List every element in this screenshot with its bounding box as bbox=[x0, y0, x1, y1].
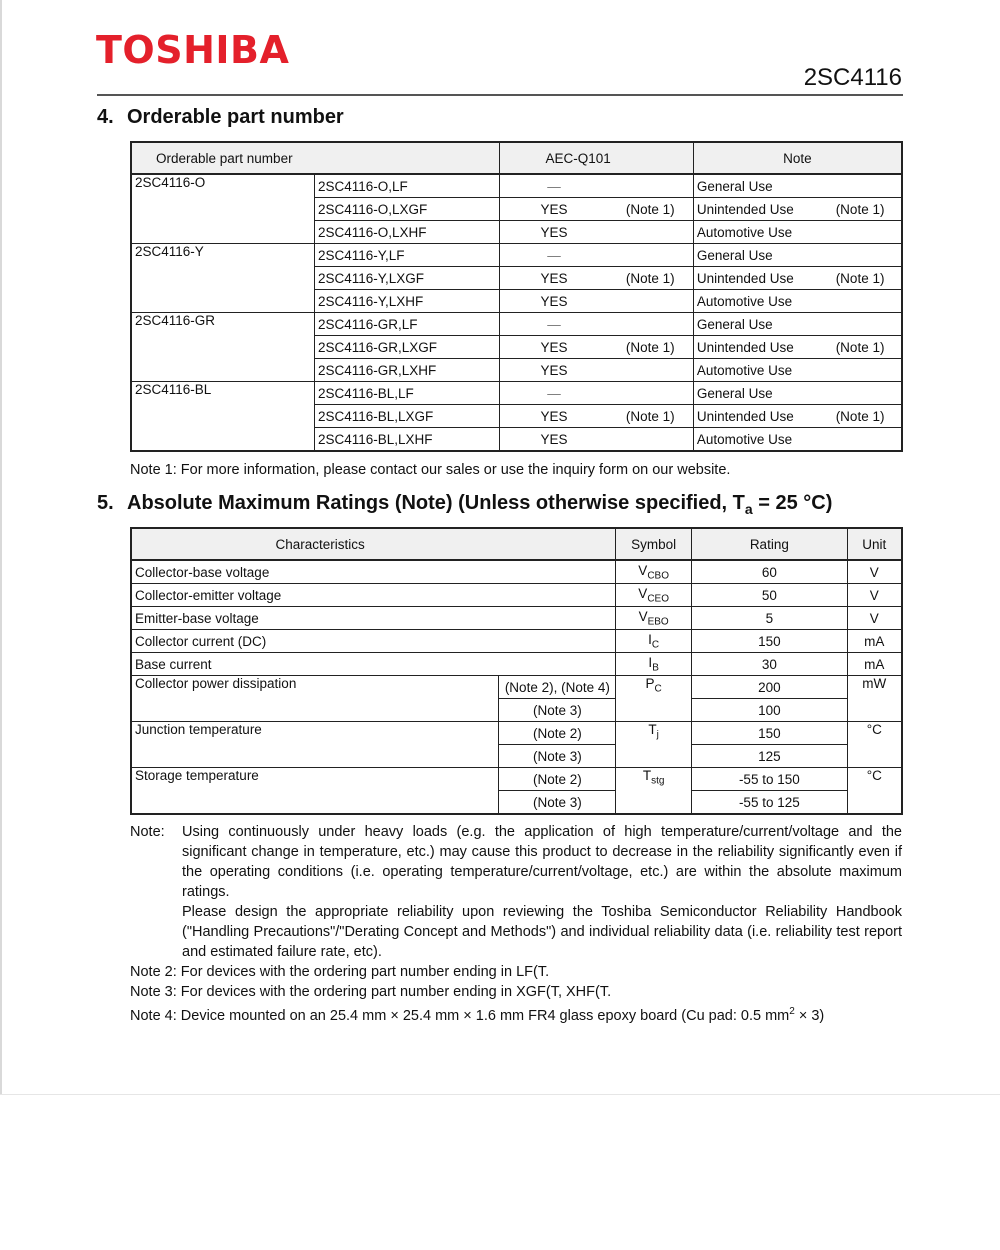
note-paragraph-2: Please design the appropriate reliability upon reviewing the Toshiba Semiconductor Reliability Handbook ("Handling Precautions"/"Derating Concept and Methods") and individual reliability data (i.e. reliability test report and estimated failure rate, etc). bbox=[182, 904, 902, 960]
characteristic: Collector current (DC) bbox=[131, 630, 616, 653]
use-note: General Use bbox=[693, 174, 819, 198]
characteristic: Base current bbox=[131, 653, 616, 676]
note4-pre: Note 4: Device mounted on an 25.4 mm × 25.4 mm × 1.6 mm FR4 glass epoxy board (Cu pad: 0.5 mm bbox=[130, 1007, 790, 1024]
characteristic: Collector-base voltage bbox=[131, 560, 616, 584]
aec-q101-value: — bbox=[500, 313, 608, 336]
rating-value: 60 bbox=[692, 560, 847, 584]
use-note: Automotive Use bbox=[693, 290, 819, 313]
base-part-number: 2SC4116-O bbox=[131, 174, 314, 244]
table-header-row bbox=[131, 142, 902, 174]
symbol-letter: T bbox=[648, 722, 657, 737]
characteristic: Emitter-base voltage bbox=[131, 607, 616, 630]
toshiba-logo: TOSHIBA bbox=[96, 28, 290, 72]
table-row bbox=[131, 676, 902, 699]
unit-value: mA bbox=[847, 630, 902, 653]
header-part-number: 2SC4116 bbox=[803, 64, 902, 91]
section4-title-text: Orderable part number bbox=[127, 106, 344, 128]
header-rule bbox=[97, 94, 903, 96]
section5-number: 5. bbox=[97, 492, 114, 514]
table-row bbox=[131, 630, 902, 653]
symbol-cell bbox=[616, 584, 692, 607]
page-left-edge bbox=[0, 0, 2, 1095]
aec-q101-value: — bbox=[500, 174, 608, 198]
use-note-ref bbox=[819, 174, 902, 198]
characteristic: Collector power dissipation bbox=[131, 676, 499, 722]
unit-value: °C bbox=[847, 722, 902, 768]
use-note: Automotive Use bbox=[693, 221, 819, 244]
use-note: Unintended Use bbox=[693, 198, 819, 221]
orderable-part: 2SC4116-BL,LXGF bbox=[314, 405, 499, 428]
orderable-part-table bbox=[130, 141, 903, 452]
aec-q101-note bbox=[608, 221, 694, 244]
symbol-cell bbox=[616, 630, 692, 653]
table-row bbox=[131, 174, 902, 198]
note4-text bbox=[130, 1002, 902, 1026]
orderable-part: 2SC4116-O,LF bbox=[314, 174, 499, 198]
use-note-ref: (Note 1) bbox=[819, 405, 902, 428]
table-row bbox=[131, 560, 902, 584]
symbol-subscript: C bbox=[654, 683, 662, 695]
note3-text: Note 3: For devices with the ordering part number ending in XGF(T, XHF(T. bbox=[130, 984, 612, 1000]
unit-value: mW bbox=[847, 676, 902, 722]
table-row bbox=[131, 244, 902, 267]
orderable-part: 2SC4116-Y,LXGF bbox=[314, 267, 499, 290]
rating-value: 30 bbox=[692, 653, 847, 676]
symbol-subscript: CEO bbox=[647, 593, 669, 605]
symbol-subscript: C bbox=[651, 639, 660, 651]
table-row bbox=[131, 768, 902, 791]
symbol-cell bbox=[616, 768, 692, 815]
note-label: Note: bbox=[130, 824, 165, 840]
aec-q101-note bbox=[608, 359, 694, 382]
symbol-cell bbox=[616, 560, 692, 584]
orderable-part: 2SC4116-BL,LXHF bbox=[314, 428, 499, 452]
aec-q101-note: (Note 1) bbox=[608, 267, 694, 290]
use-note: Unintended Use bbox=[693, 405, 819, 428]
rating-value: -55 to 125 bbox=[692, 791, 847, 815]
base-part-number: 2SC4116-BL bbox=[131, 382, 314, 452]
use-note: Unintended Use bbox=[693, 267, 819, 290]
condition-note: (Note 2) bbox=[499, 722, 616, 745]
aec-q101-value: YES bbox=[500, 267, 608, 290]
table-row bbox=[131, 653, 902, 676]
use-note-ref bbox=[819, 359, 902, 382]
aec-q101-note bbox=[608, 382, 694, 405]
condition-note: (Note 2), (Note 4) bbox=[499, 676, 616, 699]
aec-q101-value: — bbox=[500, 244, 608, 267]
aec-q101-note bbox=[608, 313, 694, 336]
absolute-max-ratings-table bbox=[130, 527, 903, 815]
orderable-part: 2SC4116-GR,LXGF bbox=[314, 336, 499, 359]
orderable-part: 2SC4116-GR,LXHF bbox=[314, 359, 499, 382]
aec-q101-value: YES bbox=[500, 221, 608, 244]
use-note-ref: (Note 1) bbox=[819, 336, 902, 359]
aec-q101-value: YES bbox=[500, 405, 608, 428]
symbol-cell bbox=[616, 607, 692, 630]
rating-value: 50 bbox=[692, 584, 847, 607]
unit-value: V bbox=[847, 607, 902, 630]
aec-q101-value: YES bbox=[500, 290, 608, 313]
use-note: General Use bbox=[693, 382, 819, 405]
section5-title bbox=[97, 492, 832, 517]
symbol-letter: P bbox=[645, 676, 655, 691]
header-rating: Rating bbox=[692, 528, 847, 560]
base-part-number: 2SC4116-GR bbox=[131, 313, 314, 382]
symbol-subscript: B bbox=[652, 662, 659, 674]
orderable-part: 2SC4116-BL,LF bbox=[314, 382, 499, 405]
note4-sup: 2 bbox=[789, 1006, 795, 1017]
rating-value: 5 bbox=[692, 607, 847, 630]
use-note-ref bbox=[819, 382, 902, 405]
section5-title-text: Absolute Maximum Ratings (Note) (Unless otherwise specified, T bbox=[127, 492, 745, 514]
table-row bbox=[131, 313, 902, 336]
rating-value: 200 bbox=[692, 676, 847, 699]
aec-q101-note bbox=[608, 290, 694, 313]
use-note: General Use bbox=[693, 244, 819, 267]
symbol-letter: V bbox=[638, 585, 648, 601]
use-note-ref bbox=[819, 313, 902, 336]
header-symbol: Symbol bbox=[616, 528, 692, 560]
use-note-ref bbox=[819, 290, 902, 313]
table-row bbox=[131, 607, 902, 630]
aec-q101-value: YES bbox=[500, 359, 608, 382]
condition-note: (Note 3) bbox=[499, 791, 616, 815]
aec-q101-value: YES bbox=[500, 428, 608, 452]
symbol-letter: V bbox=[638, 562, 648, 578]
header-characteristics: Characteristics bbox=[131, 528, 616, 560]
use-note: Automotive Use bbox=[693, 428, 819, 452]
section5-title-sub: a bbox=[744, 501, 753, 517]
symbol-letter: V bbox=[638, 608, 648, 624]
header-note: Note bbox=[693, 142, 902, 174]
orderable-part-table-body bbox=[131, 142, 902, 451]
symbol-letter: T bbox=[642, 768, 652, 783]
unit-value: V bbox=[847, 584, 902, 607]
symbol-cell bbox=[616, 722, 692, 768]
orderable-part: 2SC4116-GR,LF bbox=[314, 313, 499, 336]
table-header-row bbox=[131, 528, 902, 560]
aec-q101-note: (Note 1) bbox=[608, 405, 694, 428]
ratings-notes bbox=[130, 822, 902, 1026]
use-note-ref bbox=[819, 221, 902, 244]
unit-value: °C bbox=[847, 768, 902, 815]
aec-q101-note bbox=[608, 428, 694, 452]
use-note-ref: (Note 1) bbox=[819, 198, 902, 221]
rating-value: 100 bbox=[692, 699, 847, 722]
header-aec-q101: AEC-Q101 bbox=[500, 142, 693, 174]
condition-note: (Note 2) bbox=[499, 768, 616, 791]
note-paragraph-1: Using continuously under heavy loads (e.g. the application of high temperature/current/voltage and the significant change in temperature, etc.) may cause this product to decrease in the reliability significantly even if the operating conditions (i.e. operating temperature/current/voltage, etc.) are within the absolute maximum ratings. bbox=[182, 824, 902, 900]
note1-text: Note 1: For more information, please contact our sales or use the inquiry form on our website. bbox=[130, 462, 731, 478]
section4-number: 4. bbox=[97, 106, 114, 128]
orderable-part: 2SC4116-O,LXHF bbox=[314, 221, 499, 244]
use-note-ref: (Note 1) bbox=[819, 267, 902, 290]
symbol-letter: I bbox=[648, 654, 653, 670]
header-orderable-part-number: Orderable part number bbox=[131, 142, 500, 174]
ratings-table-body bbox=[131, 528, 902, 814]
aec-q101-value: — bbox=[500, 382, 608, 405]
use-note: Automotive Use bbox=[693, 359, 819, 382]
symbol-subscript: EBO bbox=[647, 616, 669, 628]
base-part-number: 2SC4116-Y bbox=[131, 244, 314, 313]
aec-q101-note bbox=[608, 244, 694, 267]
orderable-part: 2SC4116-Y,LF bbox=[314, 244, 499, 267]
symbol-cell bbox=[616, 676, 692, 722]
page-bottom-edge bbox=[0, 1094, 1000, 1095]
table-row bbox=[131, 722, 902, 745]
symbol-cell bbox=[616, 653, 692, 676]
symbol-letter: I bbox=[648, 631, 652, 647]
symbol-subscript: stg bbox=[651, 775, 665, 787]
orderable-part: 2SC4116-Y,LXHF bbox=[314, 290, 499, 313]
unit-value: mA bbox=[847, 653, 902, 676]
condition-note: (Note 3) bbox=[499, 699, 616, 722]
aec-q101-note bbox=[608, 174, 694, 198]
orderable-part: 2SC4116-O,LXGF bbox=[314, 198, 499, 221]
rating-value: -55 to 150 bbox=[692, 768, 847, 791]
use-note-ref bbox=[819, 428, 902, 452]
rating-value: 150 bbox=[692, 722, 847, 745]
section4-title bbox=[97, 106, 344, 129]
unit-value: V bbox=[847, 560, 902, 584]
aec-q101-note: (Note 1) bbox=[608, 336, 694, 359]
characteristic: Storage temperature bbox=[131, 768, 499, 815]
symbol-subscript: CBO bbox=[647, 570, 669, 582]
use-note-ref bbox=[819, 244, 902, 267]
table-row bbox=[131, 584, 902, 607]
rating-value: 150 bbox=[692, 630, 847, 653]
section5-title-post: = 25 °C) bbox=[752, 492, 833, 514]
characteristic: Junction temperature bbox=[131, 722, 499, 768]
use-note: General Use bbox=[693, 313, 819, 336]
condition-note: (Note 3) bbox=[499, 745, 616, 768]
header-unit: Unit bbox=[847, 528, 902, 560]
table-row bbox=[131, 382, 902, 405]
aec-q101-value: YES bbox=[500, 336, 608, 359]
note4-post: × 3) bbox=[794, 1007, 825, 1024]
note2-text: Note 2: For devices with the ordering part number ending in LF(T. bbox=[130, 964, 550, 980]
characteristic: Collector-emitter voltage bbox=[131, 584, 616, 607]
aec-q101-note: (Note 1) bbox=[608, 198, 694, 221]
rating-value: 125 bbox=[692, 745, 847, 768]
symbol-subscript: j bbox=[656, 729, 659, 741]
use-note: Unintended Use bbox=[693, 336, 819, 359]
aec-q101-value: YES bbox=[500, 198, 608, 221]
